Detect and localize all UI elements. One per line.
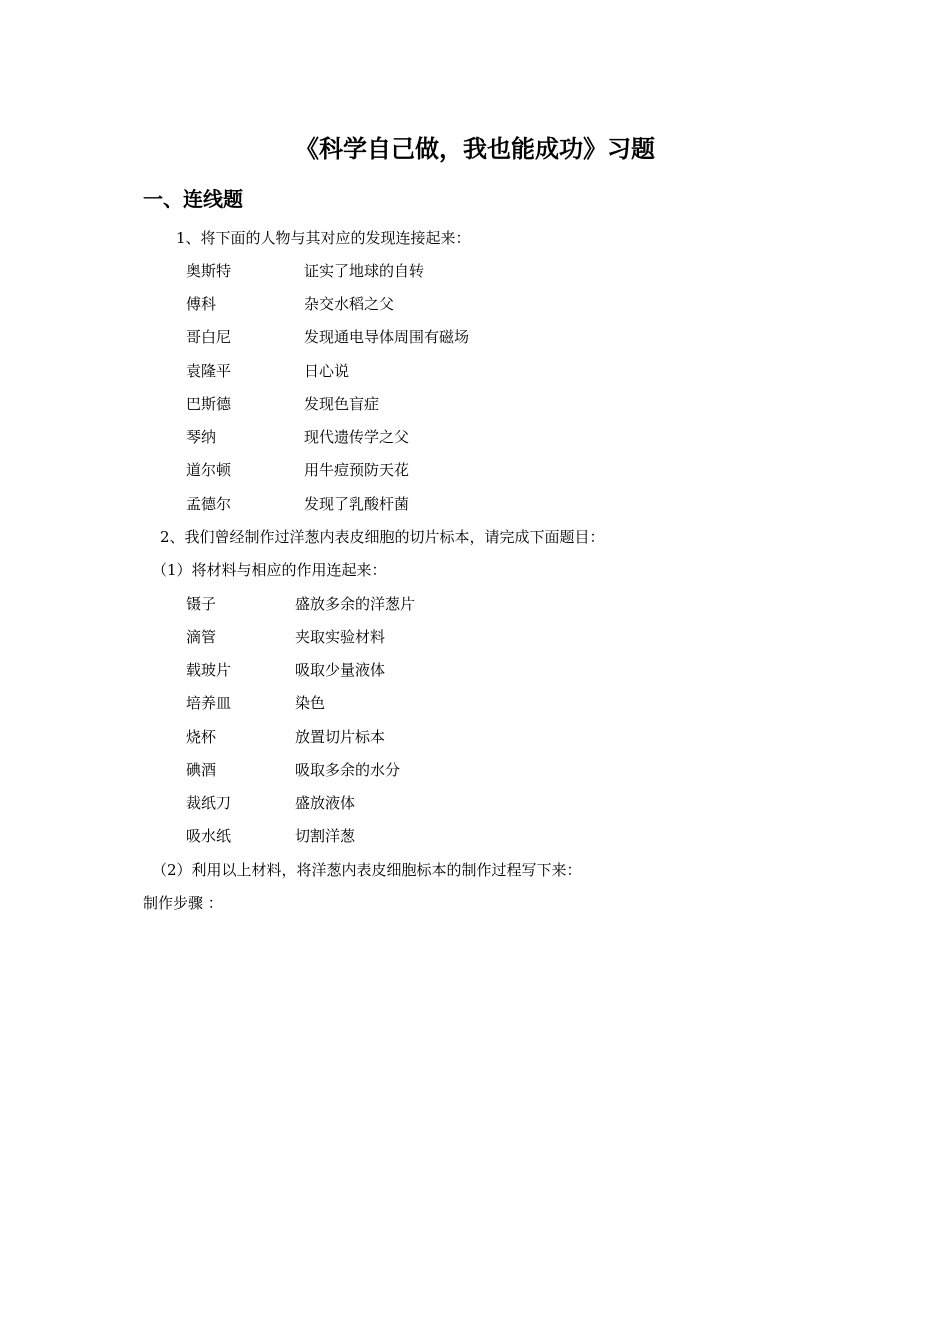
material-name: 烧杯: [186, 728, 217, 746]
question-2-sub2-prompt: （2）利用以上材料，将洋葱内表皮细胞标本的制作过程写下来：: [152, 861, 582, 879]
material-use: 切割洋葱: [295, 827, 356, 845]
material-use: 吸取多余的水分: [295, 761, 401, 779]
material-use: 盛放液体: [295, 794, 356, 812]
discovery: 发现色盲症: [304, 395, 380, 413]
person-name: 巴斯德: [186, 395, 232, 413]
material-name: 载玻片: [186, 661, 232, 679]
material-name: 培养皿: [186, 694, 232, 712]
discovery: 发现通电导体周围有磁场: [304, 328, 470, 346]
discovery: 日心说: [304, 362, 350, 380]
question-2-prompt: 2、我们曾经制作过洋葱内表皮细胞的切片标本，请完成下面题目：: [160, 528, 605, 546]
material-name: 滴管: [186, 628, 217, 646]
material-name: 镊子: [186, 595, 217, 613]
discovery: 发现了乳酸杆菌: [304, 495, 410, 513]
material-use: 染色: [295, 694, 326, 712]
page-title: 《科学自己做，我也能成功》习题: [295, 135, 655, 163]
steps-label: 制作步骤 ：: [143, 894, 223, 912]
material-use: 放置切片标本: [295, 728, 386, 746]
question-1-prompt: 1、将下面的人物与其对应的发现连接起来：: [176, 229, 471, 247]
material-name: 碘酒: [186, 761, 217, 779]
material-use: 吸取少量液体: [295, 661, 386, 679]
person-name: 奥斯特: [186, 262, 232, 280]
material-name: 裁纸刀: [186, 794, 232, 812]
person-name: 袁隆平: [186, 362, 232, 380]
section-heading: 一、连线题: [143, 187, 243, 211]
discovery: 杂交水稻之父: [304, 295, 395, 313]
material-use: 盛放多余的洋葱片: [295, 595, 416, 613]
discovery: 证实了地球的自转: [304, 262, 425, 280]
material-name: 吸水纸: [186, 827, 232, 845]
discovery: 用牛痘预防天花: [304, 461, 410, 479]
person-name: 孟德尔: [186, 495, 232, 513]
person-name: 琴纳: [186, 428, 217, 446]
person-name: 傅科: [186, 295, 217, 313]
material-use: 夹取实验材料: [295, 628, 386, 646]
person-name: 道尔顿: [186, 461, 232, 479]
question-2-sub1-prompt: （1）将材料与相应的作用连起来：: [152, 561, 387, 579]
person-name: 哥白尼: [186, 328, 232, 346]
discovery: 现代遗传学之父: [304, 428, 410, 446]
